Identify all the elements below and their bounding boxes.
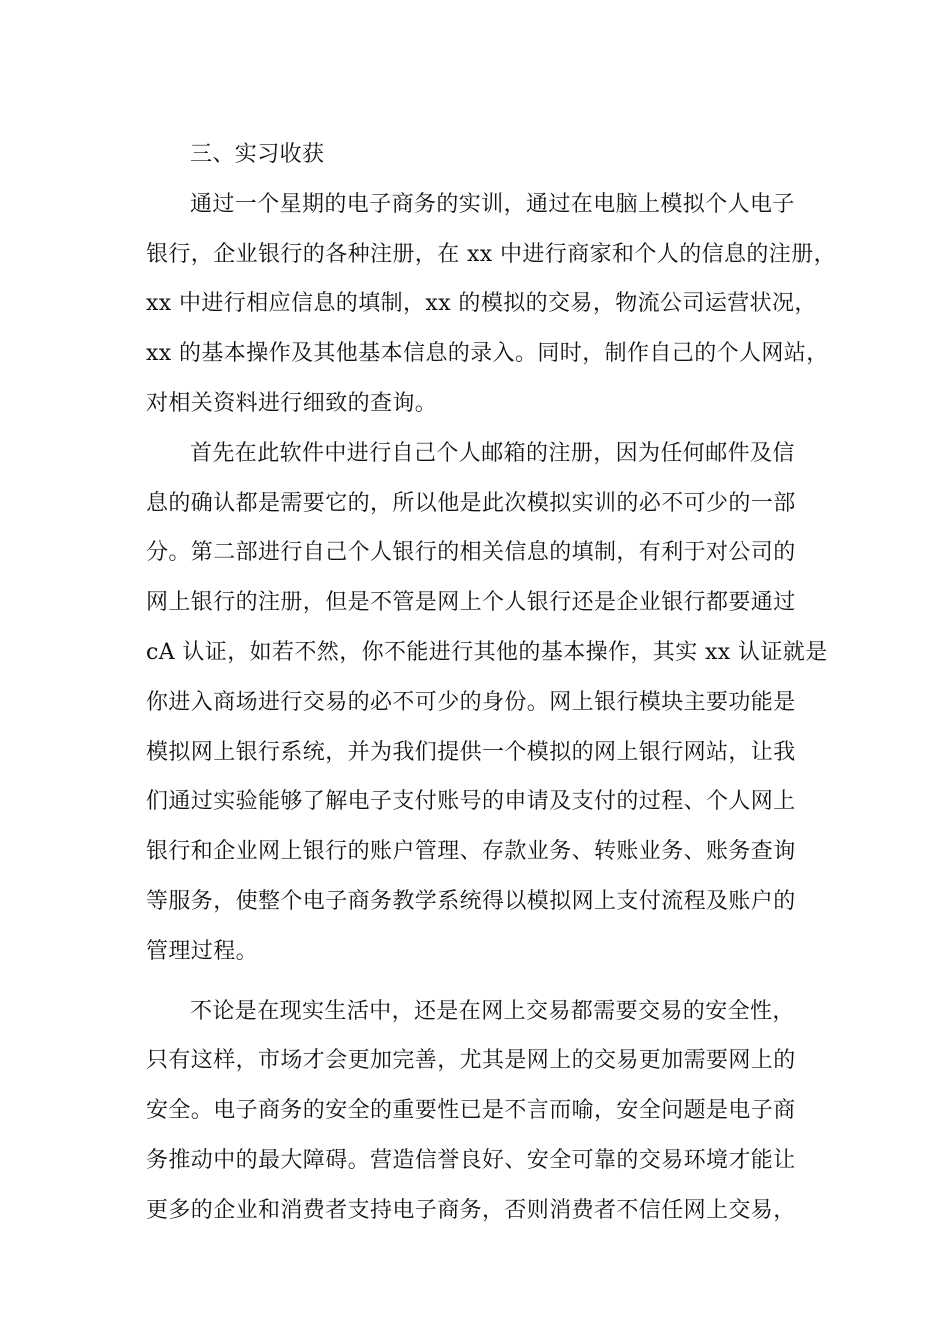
paragraph-line: 银行，企业银行的各种注册，在 xx 中进行商家和个人的信息的注册， (146, 241, 837, 267)
paragraph-line: 网上银行的注册，但是不管是网上个人银行还是企业银行都要通过 (146, 590, 796, 616)
paragraph-1 (146, 180, 837, 429)
paragraph-line: 你进入商场进行交易的必不可少的身份。网上银行模块主要功能是 (146, 689, 796, 715)
paragraph-line: 银行和企业网上银行的账户管理、存款业务、转账业务、账务查询 (146, 839, 796, 865)
paragraph-line: 通过一个星期的电子商务的实训，通过在电脑上模拟个人电子 (190, 191, 795, 217)
paragraph-line: 只有这样，市场才会更加完善，尤其是网上的交易更加需要网上的 (146, 1048, 796, 1074)
paragraph-line: 息的确认都是需要它的，所以他是此次模拟实训的必不可少的一部 (146, 490, 796, 516)
paragraph-line: 务推动中的最大障碍。营造信誉良好、安全可靠的交易环境才能让 (146, 1147, 796, 1173)
paragraph-line: cA 认证，如若不然，你不能进行其他的基本操作，其实 xx 认证就是 (146, 639, 828, 665)
paragraph-line: xx 的基本操作及其他基本信息的录入。同时，制作自己的个人网站， (146, 341, 829, 367)
document-body (146, 130, 837, 1236)
paragraph-spacer (146, 977, 818, 987)
paragraph-line: 不论是在现实生活中，还是在网上交易都需要交易的安全性， (190, 998, 795, 1024)
paragraph-line: 安全。电子商务的安全的重要性已是不言而喻，安全问题是电子商 (146, 1098, 796, 1124)
section-heading: 三、实习收获 (190, 142, 325, 167)
paragraph-line: 分。第二部进行自己个人银行的相关信息的填制，有利于对公司的 (146, 540, 796, 566)
paragraph-line: 更多的企业和消费者支持电子商务，否则消费者不信任网上交易， (146, 1197, 796, 1223)
paragraph-line: 模拟网上银行系统，并为我们提供一个模拟的网上银行网站，让我 (146, 739, 796, 765)
paragraph-2 (146, 429, 828, 977)
paragraph-line: 管理过程。 (146, 938, 259, 964)
paragraph-line: 等服务，使整个电子商务教学系统得以模拟网上支付流程及账户的 (146, 888, 796, 914)
paragraph-line: xx 中进行相应信息的填制，xx 的模拟的交易，物流公司运营状况， (146, 291, 817, 317)
paragraph-line: 对相关资料进行细致的查询。 (146, 390, 438, 416)
paragraph-3 (146, 987, 818, 1236)
paragraph-line: 首先在此软件中进行自己个人邮箱的注册，因为任何邮件及信 (190, 440, 795, 466)
paragraph-line: 们通过实验能够了解电子支付账号的申请及支付的过程、个人网上 (146, 789, 796, 815)
